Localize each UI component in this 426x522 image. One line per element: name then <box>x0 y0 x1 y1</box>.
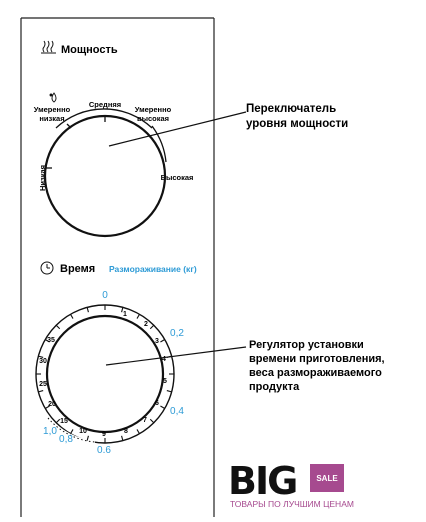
watermark-sale-badge: SALE <box>310 464 344 492</box>
timer-callout-line-1: Регулятор установки <box>249 339 364 351</box>
watermark-logo <box>228 459 356 512</box>
minute-20: 20 <box>48 401 56 408</box>
timer-title: Время <box>60 263 96 275</box>
timer-callout-line-3: веса размораживаемого <box>249 367 382 379</box>
weight-0-4: 0,4 <box>170 406 184 417</box>
timer-tick <box>137 429 140 433</box>
power-callout-line-2: уровня мощности <box>246 118 349 130</box>
watermark-slogan: ТОВАРЫ ПО ЛУЧШИМ ЦЕНАМ <box>230 499 354 509</box>
defrost-label: Разморaживание (кг) <box>109 264 197 274</box>
timer-tick <box>71 314 74 318</box>
power-callout-line <box>109 112 246 146</box>
minute-2: 2 <box>144 321 148 328</box>
timer-callout-line <box>106 347 246 365</box>
timer-ticks <box>36 305 174 443</box>
timer-tick <box>160 406 164 409</box>
timer-tick <box>160 340 164 343</box>
timer-tick <box>150 419 154 423</box>
timer-callout-line-4: продукта <box>249 381 300 393</box>
minute-4: 4 <box>162 356 166 363</box>
timer-tick <box>137 314 140 318</box>
power-label-medium: Средняя <box>88 100 122 109</box>
timer-tick <box>38 391 43 392</box>
weight-0-6: 0.6 <box>97 445 111 456</box>
power-label-high: Высокая <box>160 173 194 182</box>
power-label-medium-low-2: низкая <box>39 114 65 123</box>
power-label-medium-low-1: Умеренно <box>33 105 71 114</box>
power-title: Мощность <box>61 44 118 56</box>
power-knob[interactable] <box>45 116 165 236</box>
weight-0-2: 0,2 <box>170 328 184 339</box>
minute-6: 6 <box>155 400 159 407</box>
minute-5: 5 <box>163 378 167 385</box>
clock-icon <box>41 262 53 274</box>
weight-0-8: 0,8 <box>59 434 73 445</box>
minute-8: 8 <box>124 428 128 435</box>
minute-15: 15 <box>60 418 68 425</box>
power-label-medium-high-2: высокая <box>136 114 170 123</box>
timer-tick <box>56 325 60 329</box>
minute-9: 9 <box>102 431 106 438</box>
weight-1-0: 1,0 <box>43 426 57 437</box>
minute-25: 25 <box>39 381 47 388</box>
minute-3: 3 <box>155 338 159 345</box>
timer-tick <box>122 436 123 441</box>
watermark-brand: BIG <box>228 459 297 503</box>
droplet-icon <box>50 93 56 102</box>
timer-knob[interactable] <box>47 316 163 432</box>
minute-1: 1 <box>123 311 127 318</box>
power-label-low: Низкая <box>38 164 47 192</box>
minute-30: 30 <box>39 358 47 365</box>
timer-tick <box>150 325 154 329</box>
timer-tick <box>167 391 172 392</box>
power-callout-line-1: Переключатель <box>246 103 337 115</box>
power-scale-arc-right <box>152 126 166 162</box>
timer-tick <box>87 307 88 312</box>
minute-10: 10 <box>79 428 87 435</box>
minute-35: 35 <box>47 337 55 344</box>
weight-0: 0 <box>102 290 108 301</box>
power-label-medium-high-1: Умеренно <box>134 105 172 114</box>
minute-7: 7 <box>143 417 147 424</box>
timer-callout-line-2: времени приготовления, <box>249 353 385 365</box>
heat-waves-icon <box>41 41 56 53</box>
